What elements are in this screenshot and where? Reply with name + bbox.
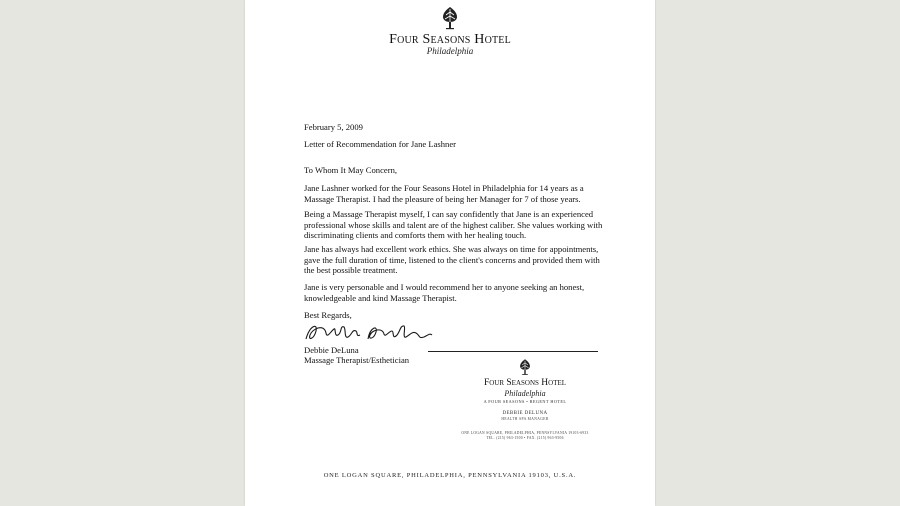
letter-paragraph-3: Jane has always had excellent work ethics. She was always on time for appointments, gave the full duration of time, listened to the client's concerns and provided them with the best possible treatment. [304, 244, 600, 276]
card-title: HEALTH SPA MANAGER [501, 417, 549, 421]
letter-page [245, 0, 655, 506]
letterhead-city: Philadelphia [426, 46, 474, 56]
card-tagline: A FOUR SEASONS • REGENT HOTEL [483, 399, 567, 404]
letter-paragraph-4: Jane is very personable and I would recommend her to anyone seeking an honest, knowledgeable and kind Massage Therapist. [304, 282, 585, 303]
letterhead-footer-address: ONE LOGAN SQUARE, PHILADELPHIA, PENNSYLVANIA 19103, U.S.A. [323, 472, 577, 479]
letter-closing: Best Regards, [304, 310, 352, 320]
letter-date: February 5, 2009 [304, 122, 363, 132]
card-address: ONE LOGAN SQUARE, PHILADELPHIA, PENNSYLVANIA 19103-6933 [461, 431, 589, 435]
handwritten-signature [304, 317, 434, 347]
signer-name: Debbie DeLuna [304, 345, 359, 355]
letter-salutation: To Whom It May Concern, [304, 165, 398, 175]
letter-paragraph-2: Being a Massage Therapist myself, I can say confidently that Jane is an experienced professional whose skills and talent are of the highest caliber. She values working with discriminating clients and comforts them with her healing touch. [304, 209, 603, 241]
card-person: DEBBIE DELUNA [502, 411, 548, 416]
card-phone: TEL. (215) 963-1500 • FAX. (215) 963-9506 [486, 436, 564, 440]
signer-title: Massage Therapist/Esthetician [304, 355, 410, 365]
letter-subject: Letter of Recommendation for Jane Lashner [304, 139, 457, 149]
letterhead-hotel-name: Four Seasons Hotel [389, 32, 511, 47]
card-city: Philadelphia [504, 389, 546, 398]
tree-logo-icon [440, 6, 460, 30]
letter-paragraph-1: Jane Lashner worked for the Four Seasons Hotel in Philadelphia for 14 years as a Massage Therapist. I had the pleasure of being her Manager for 7 of those years. [304, 183, 584, 204]
card-hotel-name: Four Seasons Hotel [483, 378, 567, 388]
tree-logo-icon [518, 358, 532, 376]
